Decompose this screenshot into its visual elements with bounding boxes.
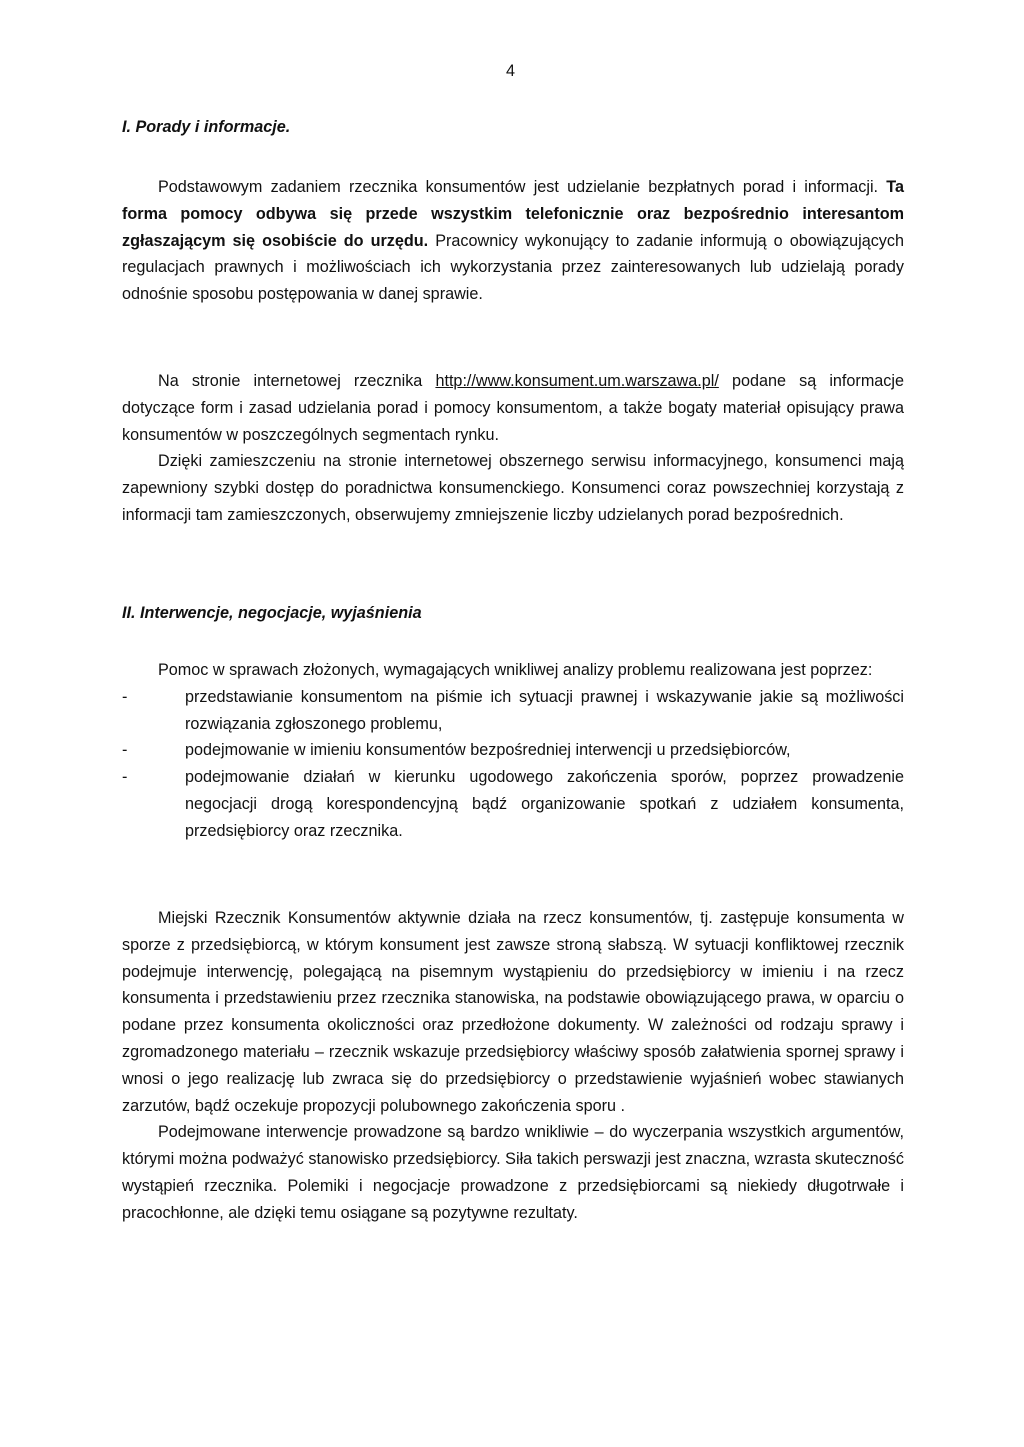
section-porady-body <box>122 174 904 308</box>
section-porady-website <box>122 368 904 529</box>
section-interwencje-details <box>122 905 904 1227</box>
paragraph-website-before: Na stronie internetowej rzecznika <box>158 372 423 390</box>
list-item <box>122 684 904 738</box>
paragraph-rzecznik-role: Miejski Rzecznik Konsumentów aktywnie działa na rzecz konsumentów, tj. zastępuje konsumenta w sporze z przedsiębiorcą, w którym konsument jest zawsze stroną słabszą. W sytuacji konfliktowej rzecznik podejmuje interwencję, polegającą na pisemnym wystąpieniu do przedsiębiorcy w imieniu i na rzecz konsumenta i przedstawieniu przez rzecznika stanowiska, na podstawie obowiązującego prawa, w oparciu o podane przez konsumenta okoliczności oraz przedłożone dokumenty. W zależności od rodzaju sprawy i zgromadzonego materiału – rzecznik wskazuje przedsiębiorcy właściwy sposób załatwienia spornej sprawy i wnosi o jego realizację lub zwraca się do przedsiębiorcy o przedstawienie wyjaśnień wobec stawianych zarzutów, bądź oczekuje propozycji polubownego zakończenia sporu . <box>122 909 904 1115</box>
list-item-text: podejmowanie w imieniu konsumentów bezpośredniej interwencji u przedsiębiorców, <box>185 741 791 760</box>
section-heading-porady: I. Porady i informacje. <box>122 118 291 136</box>
paragraph-help-intro: Pomoc w sprawach złożonych, wymagających wnikliwej analizy problemu realizowana jest poprzez: <box>158 661 873 679</box>
section-interwencje-body <box>122 657 904 845</box>
paragraph-intro-lead: Podstawowym zadaniem rzecznika konsumentów jest udzielanie bezpłatnych porad i informacji. <box>158 178 879 196</box>
paragraph-intro-tail: Pracownicy wykonujący to zadanie informują o obowiązujących regulacjach prawnych i możliwościach ich wykorzystania przez zainteresowanych lub udzielają porady odnośnie sposobu postępowania w danej sprawie. <box>122 231 904 304</box>
paragraph-intro-bold: Ta forma pomocy odbywa się przede wszystkim telefonicznie oraz bezpośrednio interesantom zgłaszającym się osobiście do urzędu. <box>122 178 904 250</box>
dash-marker: - <box>122 768 128 787</box>
paragraph-website-after: podane są informacje dotyczące form i zasad udzielania porad i pomocy konsumentom, a także bogaty materiał opisujący prawa konsumentów w poszczególnych segmentach rynku. <box>122 372 904 444</box>
activities-list <box>122 684 904 845</box>
section-heading-interwencje: II. Interwencje, negocjacje, wyjaśnienia <box>122 604 422 622</box>
paragraph-website <box>122 368 904 448</box>
dash-marker: - <box>122 687 128 706</box>
list-item-text: podejmowanie działań w kierunku ugodowego zakończenia sporów, poprzez prowadzenie negocjacji drogą korespondencyjną bądź organizowanie spotkań z udziałem konsumenta, przedsiębiorcy oraz rzecznika. <box>185 768 904 840</box>
paragraph-interventions: Podejmowane interwencje prowadzone są bardzo wnikliwie – do wyczerpania wszystkich argumentów, którymi można podważyć stanowisko przedsiębiorcy. Siła takich perswazji jest znaczna, wzrasta skuteczność wystąpień rzecznika. Polemiki i negocjacje prowadzone z przedsiębiorcami są niekiedy długotrwałe i pracochłonne, ale dzięki temu osiągane są pozytywne rezultaty. <box>122 1123 904 1222</box>
list-item <box>122 764 904 844</box>
list-item-text: przedstawianie konsumentom na piśmie ich sytuacji prawnej i wskazywanie jakie są możliwości rozwiązania zgłoszonego problemu, <box>185 687 904 733</box>
list-item <box>122 737 904 764</box>
paragraph-service: Dzięki zamieszczeniu na stronie internetowej obszernego serwisu informacyjnego, konsumenci mają zapewniony szybki dostęp do poradnictwa konsumenckiego. Konsumenci coraz powszechniej korzystają z informacji tam zamieszczonych, obserwujemy zmniejszenie liczby udzielanych porad bezpośrednich. <box>122 452 904 524</box>
paragraph-intro <box>122 174 904 308</box>
website-link[interactable]: http://www.konsument.um.warszawa.pl/ <box>435 372 719 390</box>
page-number-text: 4 <box>506 62 516 80</box>
dash-marker: - <box>122 741 128 760</box>
